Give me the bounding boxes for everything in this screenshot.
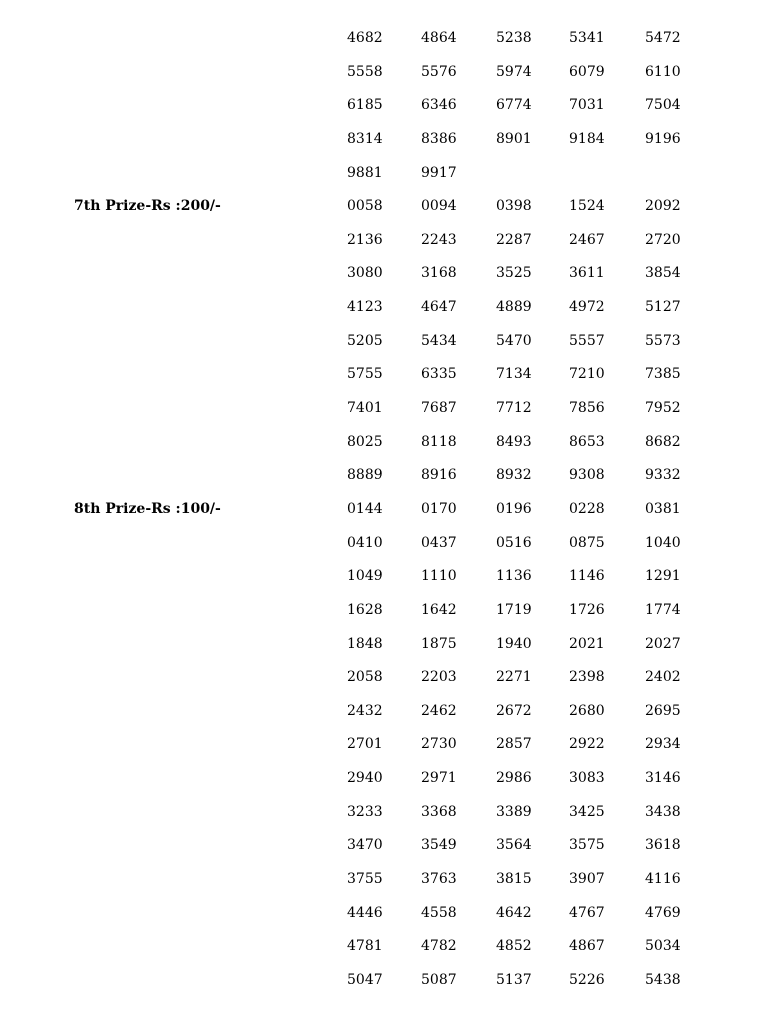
ticket-number: 6185	[347, 97, 383, 114]
ticket-number: 4446	[347, 904, 383, 921]
ticket-number: 3470	[347, 837, 383, 854]
results-row	[0, 897, 759, 931]
ticket-number: 0398	[496, 198, 532, 215]
ticket-number: 1628	[347, 601, 383, 618]
results-row	[0, 224, 759, 258]
ticket-number: 3389	[496, 803, 532, 820]
ticket-number: 4889	[496, 299, 532, 316]
ticket-number: 2857	[496, 736, 532, 753]
results-row	[0, 863, 759, 897]
ticket-number: 5438	[645, 971, 681, 988]
ticket-number: 2092	[645, 198, 681, 215]
ticket-number: 2672	[496, 702, 532, 719]
results-row	[0, 56, 759, 90]
results-row	[0, 930, 759, 964]
ticket-number: 8118	[421, 433, 457, 450]
ticket-number: 1726	[569, 601, 605, 618]
ticket-number: 2027	[645, 635, 681, 652]
ticket-number: 2203	[421, 669, 457, 686]
ticket-number: 8493	[496, 433, 532, 450]
ticket-number: 2922	[569, 736, 605, 753]
results-row	[0, 22, 759, 56]
ticket-number: 3907	[569, 871, 605, 888]
ticket-number: 7504	[645, 97, 681, 114]
ticket-number: 5472	[645, 30, 681, 46]
results-row	[0, 358, 759, 392]
ticket-number: 1940	[496, 635, 532, 652]
results-row	[0, 695, 759, 729]
ticket-number: 8901	[496, 130, 532, 147]
ticket-number: 1110	[421, 568, 457, 585]
results-row	[0, 459, 759, 493]
ticket-number: 5573	[645, 332, 681, 349]
ticket-number: 3425	[569, 803, 605, 820]
ticket-number: 0410	[347, 534, 383, 551]
ticket-number: 1524	[569, 198, 605, 215]
ticket-number: 3549	[421, 837, 457, 854]
ticket-number: 2058	[347, 669, 383, 686]
ticket-number: 2720	[645, 231, 681, 248]
ticket-number: 3575	[569, 837, 605, 854]
ticket-number: 3368	[421, 803, 457, 820]
ticket-number: 2680	[569, 702, 605, 719]
ticket-number: 5087	[421, 971, 457, 988]
ticket-number: 4781	[347, 938, 383, 955]
results-row	[0, 560, 759, 594]
ticket-number: 0381	[645, 500, 681, 517]
ticket-number: 2402	[645, 669, 681, 686]
ticket-number: 3564	[496, 837, 532, 854]
ticket-number: 3233	[347, 803, 383, 820]
ticket-number: 5576	[421, 63, 457, 80]
ticket-number: 2287	[496, 231, 532, 248]
ticket-number: 6346	[421, 97, 457, 114]
ticket-number: 0437	[421, 534, 457, 551]
ticket-number: 2432	[347, 702, 383, 719]
ticket-number: 5137	[496, 971, 532, 988]
ticket-number: 9881	[347, 164, 383, 181]
ticket-number: 7210	[569, 366, 605, 383]
results-row	[0, 392, 759, 426]
ticket-number: 2467	[569, 231, 605, 248]
ticket-number: 8932	[496, 467, 532, 484]
ticket-number: 7031	[569, 97, 605, 114]
ticket-number: 5238	[496, 30, 532, 46]
ticket-number: 4867	[569, 938, 605, 955]
ticket-number: 9184	[569, 130, 605, 147]
ticket-number: 3083	[569, 770, 605, 787]
ticket-number: 6774	[496, 97, 532, 114]
ticket-number: 4558	[421, 904, 457, 921]
ticket-number: 3854	[645, 265, 681, 282]
ticket-number: 8653	[569, 433, 605, 450]
ticket-number: 6079	[569, 63, 605, 80]
ticket-number: 1875	[421, 635, 457, 652]
results-row	[0, 426, 759, 460]
ticket-number: 1136	[496, 568, 532, 585]
ticket-number: 7712	[496, 400, 532, 417]
ticket-number: 4642	[496, 904, 532, 921]
ticket-number: 5047	[347, 971, 383, 988]
ticket-number: 0144	[347, 500, 383, 517]
ticket-number: 4647	[421, 299, 457, 316]
ticket-number: 2940	[347, 770, 383, 787]
results-row	[0, 661, 759, 695]
ticket-number: 4769	[645, 904, 681, 921]
results-row	[0, 628, 759, 662]
ticket-number: 0094	[421, 198, 457, 215]
lottery-results-table	[0, 22, 759, 998]
results-row	[0, 527, 759, 561]
ticket-number: 4864	[421, 30, 457, 46]
results-row	[0, 728, 759, 762]
ticket-number: 5341	[569, 30, 605, 46]
ticket-number: 5755	[347, 366, 383, 383]
ticket-number: 2243	[421, 231, 457, 248]
ticket-number: 8386	[421, 130, 457, 147]
ticket-number: 0058	[347, 198, 383, 215]
ticket-number: 5974	[496, 63, 532, 80]
ticket-number: 4767	[569, 904, 605, 921]
ticket-number: 0875	[569, 534, 605, 551]
ticket-number: 3763	[421, 871, 457, 888]
ticket-number: 5127	[645, 299, 681, 316]
results-row	[0, 157, 759, 191]
results-row	[0, 762, 759, 796]
ticket-number: 2934	[645, 736, 681, 753]
ticket-number: 5434	[421, 332, 457, 349]
ticket-number: 7687	[421, 400, 457, 417]
ticket-number: 2462	[421, 702, 457, 719]
ticket-number: 4782	[421, 938, 457, 955]
ticket-number: 2136	[347, 231, 383, 248]
ticket-number: 5470	[496, 332, 532, 349]
results-row	[0, 594, 759, 628]
ticket-number: 2986	[496, 770, 532, 787]
ticket-number: 1642	[421, 601, 457, 618]
ticket-number: 5558	[347, 63, 383, 80]
ticket-number: 3080	[347, 265, 383, 282]
ticket-number: 3146	[645, 770, 681, 787]
results-row	[0, 325, 759, 359]
prize-label: 7th Prize-Rs :200/-	[74, 198, 221, 215]
results-row	[0, 493, 759, 527]
ticket-number: 3611	[569, 265, 605, 282]
ticket-number: 3755	[347, 871, 383, 888]
ticket-number: 2730	[421, 736, 457, 753]
ticket-number: 5226	[569, 971, 605, 988]
ticket-number: 8916	[421, 467, 457, 484]
ticket-number: 9196	[645, 130, 681, 147]
ticket-number: 7134	[496, 366, 532, 383]
ticket-number: 3618	[645, 837, 681, 854]
ticket-number: 2701	[347, 736, 383, 753]
ticket-number: 4972	[569, 299, 605, 316]
ticket-number: 8682	[645, 433, 681, 450]
ticket-number: 1049	[347, 568, 383, 585]
ticket-number: 9332	[645, 467, 681, 484]
ticket-number: 2021	[569, 635, 605, 652]
results-row	[0, 123, 759, 157]
ticket-number: 6335	[421, 366, 457, 383]
ticket-number: 3525	[496, 265, 532, 282]
ticket-number: 3168	[421, 265, 457, 282]
results-row	[0, 796, 759, 830]
ticket-number: 2398	[569, 669, 605, 686]
ticket-number: 4116	[645, 871, 681, 888]
ticket-number: 1848	[347, 635, 383, 652]
ticket-number: 5205	[347, 332, 383, 349]
ticket-number: 1040	[645, 534, 681, 551]
ticket-number: 8314	[347, 130, 383, 147]
ticket-number: 4123	[347, 299, 383, 316]
ticket-number: 0228	[569, 500, 605, 517]
ticket-number: 9917	[421, 164, 457, 181]
ticket-number: 1146	[569, 568, 605, 585]
ticket-number: 2271	[496, 669, 532, 686]
ticket-number: 2971	[421, 770, 457, 787]
ticket-number: 7401	[347, 400, 383, 417]
ticket-number: 7385	[645, 366, 681, 383]
ticket-number: 5557	[569, 332, 605, 349]
results-row	[0, 257, 759, 291]
ticket-number: 6110	[645, 63, 681, 80]
ticket-number: 0196	[496, 500, 532, 517]
ticket-number: 3815	[496, 871, 532, 888]
ticket-number: 5034	[645, 938, 681, 955]
results-row	[0, 964, 759, 998]
results-row	[0, 89, 759, 123]
ticket-number: 9308	[569, 467, 605, 484]
ticket-number: 8889	[347, 467, 383, 484]
ticket-number: 7856	[569, 400, 605, 417]
ticket-number: 2695	[645, 702, 681, 719]
ticket-number: 4852	[496, 938, 532, 955]
ticket-number: 0516	[496, 534, 532, 551]
ticket-number: 1291	[645, 568, 681, 585]
results-row	[0, 190, 759, 224]
ticket-number: 4682	[347, 30, 383, 46]
ticket-number: 1719	[496, 601, 532, 618]
ticket-number: 1774	[645, 601, 681, 618]
results-row	[0, 291, 759, 325]
ticket-number: 8025	[347, 433, 383, 450]
ticket-number: 7952	[645, 400, 681, 417]
ticket-number: 3438	[645, 803, 681, 820]
ticket-number: 0170	[421, 500, 457, 517]
prize-label: 8th Prize-Rs :100/-	[74, 500, 221, 517]
results-row	[0, 829, 759, 863]
